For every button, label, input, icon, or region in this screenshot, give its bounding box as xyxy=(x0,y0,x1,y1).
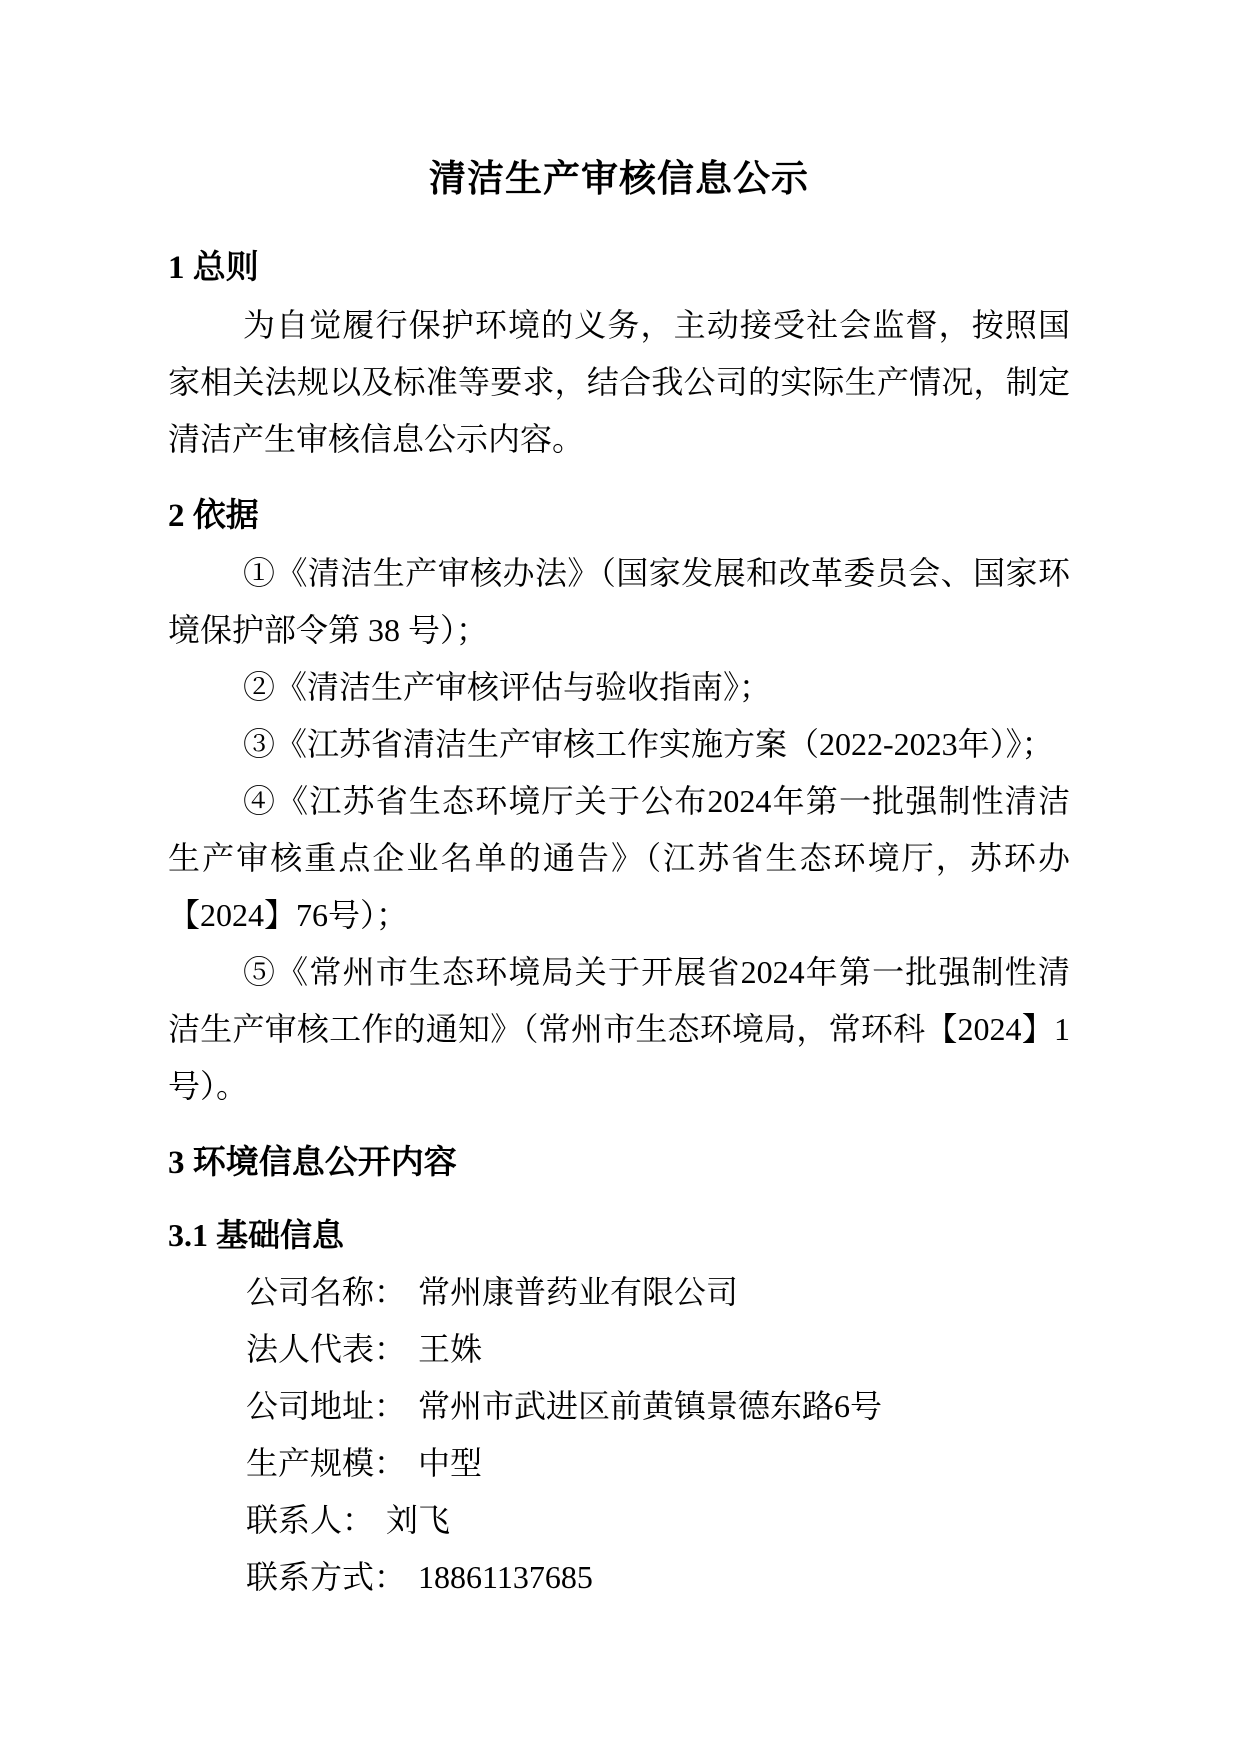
basis-item-2: ②《清洁生产审核评估与验收指南》； xyxy=(243,669,772,705)
info-field-company-name xyxy=(168,1264,1070,1321)
section-1-heading: 1 总则 xyxy=(168,250,259,286)
field-value: 王姝 xyxy=(418,1331,483,1367)
section-3-heading: 3 环境信息公开内容 xyxy=(168,1145,457,1181)
info-field-contact-phone xyxy=(168,1549,1070,1606)
subsection-3-1-heading: 3.1 基础信息 xyxy=(168,1217,345,1253)
info-field-company-address xyxy=(168,1378,1070,1435)
field-value: 中型 xyxy=(418,1445,483,1481)
basis-item-5: ⑤《常州市生态环境局关于开展省2024年第一批强制性清洁生产审核工作的通知》（常州市生态环境局，常环科【2024】1号）。 xyxy=(168,954,1070,1104)
field-label: 联系方式： xyxy=(246,1559,407,1595)
field-value: 常州市武进区前黄镇景德东路6号 xyxy=(418,1388,883,1424)
basis-item-4: ④《江苏省生态环境厅关于公布2024年第一批强制性清洁生产审核重点企业名单的通告》（江苏省生态环境厅，苏环办【2024】76号）； xyxy=(168,783,1070,933)
field-value: 常州康普药业有限公司 xyxy=(418,1274,739,1310)
basis-item-1: ①《清洁生产审核办法》（国家发展和改革委员会、国家环境保护部令第 38 号）； xyxy=(168,555,1070,648)
field-label: 公司地址： xyxy=(246,1388,407,1424)
field-label: 公司名称： xyxy=(246,1274,407,1310)
info-field-contact-person xyxy=(168,1492,1070,1549)
info-field-legal-representative xyxy=(168,1321,1070,1378)
field-value: 刘飞 xyxy=(386,1502,451,1538)
field-value: 18861137685 xyxy=(418,1559,593,1595)
field-label: 生产规模： xyxy=(246,1445,407,1481)
basis-item-3: ③《江苏省清洁生产审核工作实施方案（2022-2023年）》； xyxy=(243,726,1054,762)
field-label: 法人代表： xyxy=(246,1331,407,1367)
section-2-heading: 2 依据 xyxy=(168,498,259,534)
document-title: 清洁生产审核信息公示 xyxy=(429,159,809,200)
field-label: 联系人： xyxy=(246,1502,375,1538)
section-1-paragraph: 为自觉履行保护环境的义务，主动接受社会监督，按照国家相关法规以及标准等要求，结合我公司的实际生产情况，制定清洁产生审核信息公示内容。 xyxy=(168,307,1070,457)
info-field-production-scale xyxy=(168,1435,1070,1492)
